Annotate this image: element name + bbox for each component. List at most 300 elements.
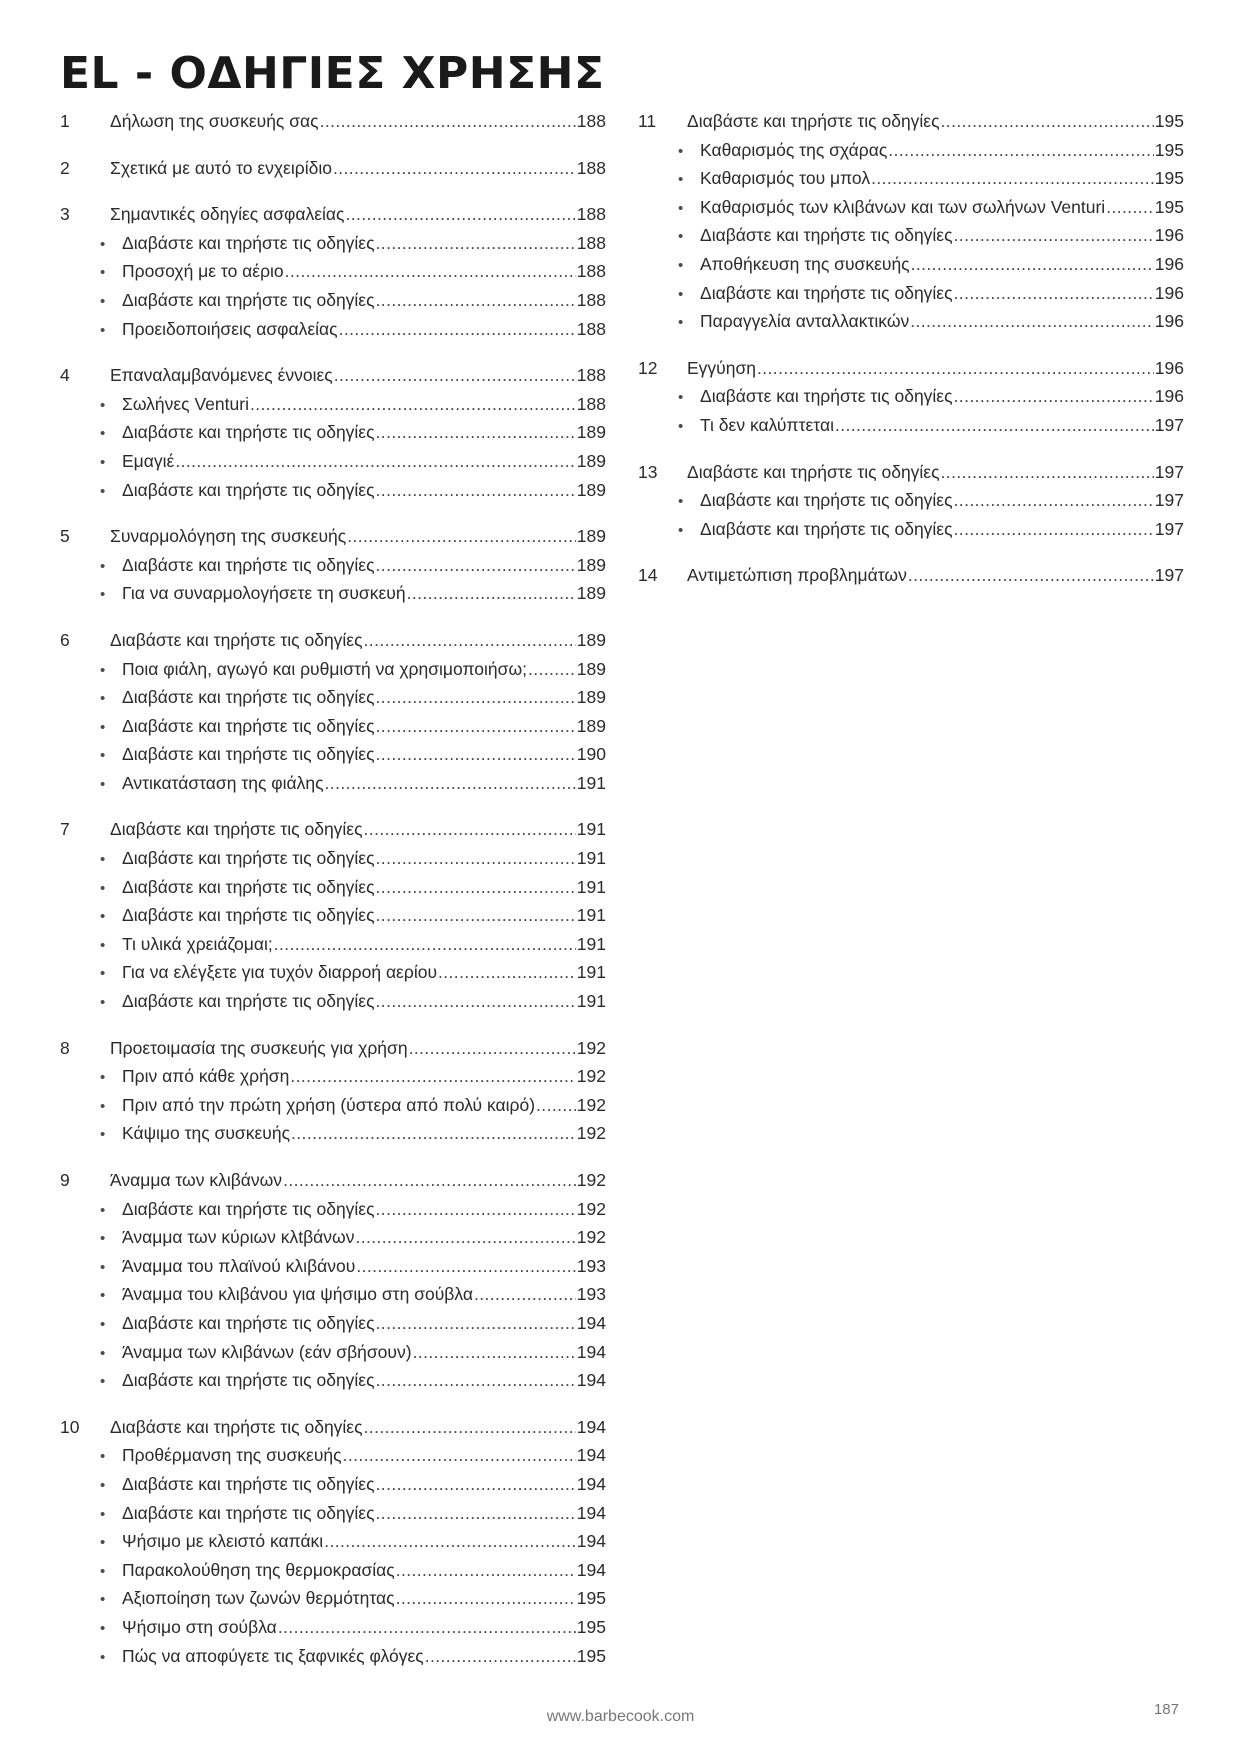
dot-leader [376, 712, 576, 741]
page-ref: 188 [576, 289, 606, 310]
bullet-icon: • [100, 425, 106, 443]
toc-subentry[interactable] [60, 1366, 606, 1395]
dot-leader [376, 418, 576, 447]
section-number: 3 [60, 204, 70, 225]
page-ref: 189 [576, 658, 606, 679]
page-ref: 196 [1154, 311, 1184, 332]
toc-subentry[interactable] [638, 136, 1184, 165]
section-number: 7 [60, 819, 70, 840]
dot-leader [345, 200, 575, 229]
subentry-title: Παρακολούθηση της θερμοκρασίας [122, 1559, 395, 1580]
toc-subentry[interactable] [638, 221, 1184, 250]
dot-leader [364, 815, 576, 844]
page-ref: 188 [576, 393, 606, 414]
toc-subentry[interactable] [60, 1062, 606, 1091]
footer-page-number: 187 [1153, 1701, 1179, 1718]
subentry-title: Εμαγιέ [122, 450, 175, 471]
toc-subentry[interactable] [60, 315, 606, 344]
toc-section [638, 561, 1184, 590]
toc-entry[interactable] [60, 1034, 606, 1063]
subentry-title: Διαβάστε και τηρήστε τις οδηγίες [122, 1502, 375, 1523]
dot-leader [376, 1499, 576, 1528]
section-title: Συναρμολόγηση της συσκευής [110, 526, 347, 547]
dot-leader [536, 1091, 576, 1120]
dot-leader [356, 1252, 575, 1281]
bullet-icon: • [100, 775, 106, 793]
bullet-icon: • [100, 264, 106, 282]
dot-leader [835, 411, 1154, 440]
dot-leader [290, 1062, 575, 1091]
page-ref: 194 [576, 1531, 606, 1552]
subentry-title: Παραγγελία ανταλλακτικών [700, 311, 910, 332]
dot-leader [175, 447, 575, 476]
page-ref: 191 [576, 819, 606, 840]
section-number: 2 [60, 157, 70, 178]
toc-subentry[interactable] [60, 844, 606, 873]
section-number: 11 [638, 111, 657, 131]
bullet-icon: • [678, 389, 684, 407]
bullet-icon: • [100, 1591, 106, 1609]
toc-subentry[interactable] [60, 447, 606, 476]
page-ref: 191 [576, 876, 606, 897]
dot-leader [343, 1441, 576, 1470]
subentry-title: Άναμμα των κλιβάνων (εάν σβήσουν) [122, 1341, 412, 1362]
subentry-title: Διαβάστε και τηρήστε τις οδηγίες [700, 490, 953, 511]
subentry-title: Ψήσιμο με κλειστό καπάκι [122, 1531, 324, 1552]
toc-section [60, 361, 606, 504]
dot-leader [757, 354, 1154, 383]
section-title: Διαβάστε και τηρήστε τις οδηγίες [687, 461, 940, 482]
subentry-title: Καθαρισμός του μπολ [700, 168, 871, 189]
subentry-title: Διαβάστε και τηρήστε τις οδηγίες [122, 479, 375, 500]
subentry-title: Αξιοποίηση των ζωνών θερμότητας [122, 1588, 395, 1609]
toc-subentry[interactable] [638, 307, 1184, 336]
dot-leader [376, 1366, 576, 1395]
subentry-title: Διαβάστε και τηρήστε τις οδηγίες [122, 422, 375, 443]
toc-entry[interactable] [60, 522, 606, 551]
dot-leader [954, 486, 1154, 515]
toc-subentry[interactable] [638, 250, 1184, 279]
footer-url[interactable]: www.barbecook.com [546, 1708, 695, 1725]
page-ref: 191 [576, 962, 606, 983]
toc-subentry[interactable] [60, 1091, 606, 1120]
bullet-icon: • [678, 417, 684, 435]
page-ref: 189 [576, 554, 606, 575]
toc-subentry[interactable] [60, 901, 606, 930]
dot-leader [291, 1119, 576, 1148]
page-ref: 192 [576, 1198, 606, 1219]
page-ref: 195 [1154, 196, 1184, 217]
bullet-icon: • [678, 256, 684, 274]
toc-section [638, 107, 1184, 336]
dot-leader [274, 930, 576, 959]
dot-leader [250, 390, 576, 419]
dot-leader [320, 107, 576, 136]
toc-subentry[interactable] [638, 382, 1184, 411]
page-ref: 196 [1154, 357, 1184, 378]
subentry-title: Καθαρισμός των κλιβάνων και των σωλήνων Venturi [700, 196, 1106, 217]
dot-leader [376, 286, 576, 315]
bullet-icon: • [100, 1448, 106, 1466]
section-title: Δήλωση της συσκευής σας [110, 111, 319, 131]
toc-subentry[interactable] [60, 873, 606, 902]
toc-subentry[interactable] [60, 1441, 606, 1470]
subentry-title: Πώς να αποφύγετε τις ξαφνικές φλόγες [122, 1645, 424, 1666]
toc-subentry[interactable] [60, 1470, 606, 1499]
bullet-icon: • [100, 1230, 106, 1248]
section-title: Εγγύηση [687, 357, 757, 378]
page-ref: 193 [576, 1255, 606, 1276]
dot-leader [364, 1413, 576, 1442]
bullet-icon: • [100, 1648, 106, 1666]
toc-subentry[interactable] [60, 1252, 606, 1281]
toc-entry[interactable] [638, 107, 1184, 136]
bullet-icon: • [100, 1126, 106, 1144]
dot-leader [324, 1527, 576, 1556]
page-ref: 189 [576, 715, 606, 736]
toc-entry[interactable] [60, 154, 606, 183]
dot-leader [425, 1642, 576, 1671]
dot-leader [954, 279, 1154, 308]
page-ref: 189 [576, 422, 606, 443]
dot-leader [941, 107, 1154, 136]
subentry-title: Άναμμα του πλαϊνού κλιβάνου [122, 1255, 356, 1276]
bullet-icon: • [100, 396, 106, 414]
toc-subentry[interactable] [60, 390, 606, 419]
page-ref: 195 [576, 1588, 606, 1609]
page-ref: 188 [576, 157, 606, 178]
dot-leader [438, 958, 576, 987]
section-title: Σχετικά με αυτό το ενχειρίδιο [110, 157, 332, 178]
section-number: 8 [60, 1037, 70, 1058]
page-ref: 189 [576, 479, 606, 500]
subentry-title: Καθαρισμός της σχάρας [700, 139, 888, 160]
page-ref: 189 [576, 583, 606, 604]
subentry-title: Διαβάστε και τηρήστε τις οδηγίες [122, 991, 375, 1012]
section-title: Διαβάστε και τηρήστε τις οδηγίες [110, 1416, 363, 1437]
subentry-title: Διαβάστε και τηρήστε τις οδηγίες [122, 905, 375, 926]
section-number: 1 [60, 111, 70, 131]
bullet-icon: • [100, 879, 106, 897]
subentry-title: Διαβάστε και τηρήστε τις οδηγίες [122, 1312, 375, 1333]
subentry-title: Διαβάστε και τηρήστε τις οδηγίες [122, 1198, 375, 1219]
bullet-icon: • [100, 936, 106, 954]
bullet-icon: • [100, 1097, 106, 1115]
bullet-icon: • [100, 557, 106, 575]
bullet-icon: • [100, 851, 106, 869]
dot-leader [376, 1470, 576, 1499]
section-title: Σημαντικές οδηγίες ασφαλείας [110, 204, 345, 225]
subentry-title: Διαβάστε και τηρήστε τις οδηγίες [700, 518, 953, 539]
bullet-icon: • [100, 1258, 106, 1276]
dot-leader [396, 1584, 576, 1613]
page-ref: 191 [576, 933, 606, 954]
toc-subentry[interactable] [60, 1642, 606, 1671]
dot-leader [376, 683, 576, 712]
page-ref: 193 [576, 1284, 606, 1305]
bullet-icon: • [100, 1476, 106, 1494]
subentry-title: Διαβάστε και τηρήστε τις οδηγίες [122, 744, 375, 765]
dot-leader [871, 164, 1154, 193]
bullet-icon: • [100, 235, 106, 253]
toc-entry[interactable] [638, 458, 1184, 487]
bullet-icon: • [100, 908, 106, 926]
section-title: Προετοιμασία της συσκευής για χρήση [110, 1037, 408, 1058]
page-ref: 195 [1154, 111, 1184, 131]
page-ref: 191 [576, 772, 606, 793]
toc-entry[interactable] [60, 107, 606, 136]
toc-subentry[interactable] [60, 1119, 606, 1148]
dot-leader [911, 250, 1154, 279]
dot-leader [413, 1338, 576, 1367]
page-ref: 188 [576, 318, 606, 339]
page-ref: 192 [576, 1094, 606, 1115]
bullet-icon: • [678, 285, 684, 303]
toc-subentry[interactable] [60, 987, 606, 1016]
dot-leader [376, 740, 576, 769]
subentry-title: Διαβάστε και τηρήστε τις οδηγίες [122, 1370, 375, 1391]
page-ref: 190 [576, 744, 606, 765]
dot-leader [954, 382, 1154, 411]
toc-subentry[interactable] [60, 655, 606, 684]
dot-leader [283, 1166, 576, 1195]
subentry-title: Άναμμα του κλιβάνου για ψήσιμο στη σούβλα [122, 1284, 473, 1305]
toc-entry[interactable] [60, 815, 606, 844]
dot-leader [474, 1280, 576, 1309]
toc-subentry[interactable] [60, 418, 606, 447]
toc-subentry[interactable] [638, 193, 1184, 222]
page-ref: 188 [576, 232, 606, 253]
dot-leader [333, 154, 576, 183]
dot-leader [278, 1613, 576, 1642]
dot-leader [910, 307, 1154, 336]
page-ref: 195 [576, 1645, 606, 1666]
dot-leader [376, 476, 576, 505]
toc-subentry[interactable] [60, 930, 606, 959]
subentry-title: Διαβάστε και τηρήστε τις οδηγίες [122, 848, 375, 869]
dot-leader [376, 551, 576, 580]
page-ref: 194 [576, 1370, 606, 1391]
page-ref: 192 [576, 1227, 606, 1248]
bullet-icon: • [100, 965, 106, 983]
section-title: Διαβάστε και τηρήστε τις οδηγίες [687, 111, 940, 131]
toc-section [60, 815, 606, 1015]
toc-subentry[interactable] [60, 712, 606, 741]
toc-subentry[interactable] [60, 1338, 606, 1367]
page-ref: 189 [576, 629, 606, 650]
page-ref: 196 [1154, 253, 1184, 274]
subentry-title: Προειδοποιήσεις ασφαλείας [122, 318, 338, 339]
toc-subentry[interactable] [60, 1499, 606, 1528]
toc-entry[interactable] [638, 561, 1184, 590]
page-ref: 194 [576, 1312, 606, 1333]
subentry-title: Διαβάστε και τηρήστε τις οδηγίες [700, 282, 953, 303]
page-ref: 189 [576, 526, 606, 547]
section-number: 5 [60, 526, 70, 547]
toc-subentry[interactable] [60, 579, 606, 608]
toc-subentry[interactable] [60, 1613, 606, 1642]
dot-leader [528, 655, 576, 684]
dot-leader [376, 873, 576, 902]
page-ref: 188 [576, 204, 606, 225]
section-title: Διαβάστε και τηρήστε τις οδηγίες [110, 629, 363, 650]
page-ref: 195 [576, 1616, 606, 1637]
toc-subentry[interactable] [638, 515, 1184, 544]
section-number: 12 [638, 357, 658, 378]
page-ref: 197 [1154, 414, 1184, 435]
subentry-title: Τι υλικά χρειάζομαι; [122, 933, 273, 954]
dot-leader [325, 769, 576, 798]
toc-section [60, 107, 606, 136]
page-ref: 192 [576, 1037, 606, 1058]
bullet-icon: • [100, 690, 106, 708]
toc-entry[interactable] [60, 361, 606, 390]
subentry-title: Κάψιμο της συσκευής [122, 1123, 291, 1144]
toc-subentry[interactable] [60, 1223, 606, 1252]
dot-leader [376, 1195, 576, 1224]
dot-leader [285, 257, 576, 286]
dot-leader [376, 844, 576, 873]
toc-subentry[interactable] [60, 286, 606, 315]
dot-leader [355, 1223, 575, 1252]
toc-subentry[interactable] [60, 1527, 606, 1556]
section-title: Διαβάστε και τηρήστε τις οδηγίες [110, 819, 363, 840]
bullet-icon: • [678, 314, 684, 332]
page-ref: 197 [1154, 461, 1184, 482]
dot-leader [364, 626, 576, 655]
subentry-title: Διαβάστε και τηρήστε τις οδηγίες [700, 225, 953, 246]
section-title: Αντιμετώπιση προβλημάτων [687, 565, 907, 586]
bullet-icon: • [678, 228, 684, 246]
toc-entry[interactable] [60, 626, 606, 655]
subentry-title: Προσοχή με το αέριο [122, 261, 284, 282]
subentry-title: Ποια φιάλη, αγωγό και ρυθμιστή να χρησιμοποιήσω; [122, 658, 527, 679]
page-ref: 196 [1154, 386, 1184, 407]
subentry-title: Διαβάστε και τηρήστε τις οδηγίες [122, 554, 375, 575]
dot-leader [396, 1556, 576, 1585]
toc-subentry[interactable] [638, 486, 1184, 515]
section-number: 14 [638, 565, 658, 586]
bullet-icon: • [100, 1619, 106, 1637]
section-number: 9 [60, 1170, 70, 1190]
page-ref: 195 [1154, 168, 1184, 189]
bullet-icon: • [100, 292, 106, 310]
toc-subentry[interactable] [60, 683, 606, 712]
bullet-icon: • [100, 1505, 106, 1523]
page-ref: 194 [576, 1416, 606, 1437]
dot-leader [339, 315, 576, 344]
toc-subentry[interactable] [60, 1309, 606, 1338]
toc-section [60, 1034, 606, 1148]
page-ref: 196 [1154, 225, 1184, 246]
toc-subentry[interactable] [60, 476, 606, 505]
dot-leader [954, 515, 1154, 544]
dot-leader [376, 901, 576, 930]
subentry-title: Αποθήκευση της συσκευής [700, 253, 910, 274]
bullet-icon: • [100, 482, 106, 500]
toc-subentry[interactable] [60, 958, 606, 987]
subentry-title: Τι δεν καλύπτεται [700, 414, 834, 435]
bullet-icon: • [100, 994, 106, 1012]
dot-leader [1106, 193, 1154, 222]
page-ref: 189 [576, 450, 606, 471]
dot-leader [376, 229, 576, 258]
subentry-title: Διαβάστε και τηρήστε τις οδηγίες [700, 386, 953, 407]
toc-entry[interactable] [638, 354, 1184, 383]
toc-section [638, 354, 1184, 440]
toc-subentry[interactable] [60, 1195, 606, 1224]
page-ref: 192 [576, 1123, 606, 1144]
bullet-icon: • [100, 1287, 106, 1305]
toc-subentry[interactable] [60, 740, 606, 769]
bullet-icon: • [100, 1534, 106, 1552]
toc-subentry[interactable] [60, 1556, 606, 1585]
page-ref: 189 [576, 687, 606, 708]
subentry-title: Ψήσιμο στη σούβλα [122, 1616, 277, 1637]
dot-leader [888, 136, 1154, 165]
toc-section [60, 1166, 606, 1395]
dot-leader [941, 458, 1154, 487]
page-ref: 194 [576, 1559, 606, 1580]
toc-subentry[interactable] [60, 229, 606, 258]
subentry-title: Διαβάστε και τηρήστε τις οδηγίες [122, 289, 375, 310]
subentry-title: Πριν από την πρώτη χρήση (ύστερα από πολύ καιρό) [122, 1094, 536, 1115]
subentry-title: Άναμμα των κύριων κλtβάνων [122, 1227, 355, 1248]
section-number: 13 [638, 461, 658, 482]
subentry-title: Διαβάστε και τηρήστε τις οδηγίες [122, 1473, 375, 1494]
subentry-title: Διαβάστε και τηρήστε τις οδηγίες [122, 876, 375, 897]
bullet-icon: • [100, 1201, 106, 1219]
subentry-title: Σωλήνες Venturi [122, 393, 249, 414]
page-title: EL - ΟΔΗΓΙΕΣ ΧΡΗΣΗΣ [60, 48, 605, 99]
toc-section [638, 458, 1184, 544]
toc-column-left [60, 107, 606, 1688]
toc-subentry[interactable] [60, 1584, 606, 1613]
section-number: 6 [60, 629, 70, 650]
dot-leader [376, 1309, 576, 1338]
subentry-title: Διαβάστε και τηρήστε τις οδηγίες [122, 715, 375, 736]
toc-column-right [638, 107, 1184, 608]
toc-entry[interactable] [60, 1413, 606, 1442]
page-ref: 191 [576, 905, 606, 926]
bullet-icon: • [678, 521, 684, 539]
dot-leader [409, 1034, 576, 1063]
toc-subentry[interactable] [60, 257, 606, 286]
dot-leader [376, 987, 576, 1016]
page-ref: 194 [576, 1341, 606, 1362]
page-ref: 188 [576, 261, 606, 282]
page-ref: 194 [576, 1473, 606, 1494]
toc-subentry[interactable] [60, 769, 606, 798]
toc-subentry[interactable] [60, 551, 606, 580]
bullet-icon: • [100, 747, 106, 765]
subentry-title: Διαβάστε και τηρήστε τις οδηγίες [122, 687, 375, 708]
toc-subentry[interactable] [638, 164, 1184, 193]
page-ref: 192 [576, 1170, 606, 1190]
toc-subentry[interactable] [638, 411, 1184, 440]
page-ref: 188 [576, 111, 606, 131]
subentry-title: Για να συναρμολογήσετε τη συσκευή [122, 583, 406, 604]
toc-entry[interactable] [60, 200, 606, 229]
subentry-title: Για να ελέγξετε για τυχόν διαρροή αερίου [122, 962, 438, 983]
bullet-icon: • [678, 199, 684, 217]
bullet-icon: • [100, 586, 106, 604]
toc-section [60, 522, 606, 608]
toc-subentry[interactable] [638, 279, 1184, 308]
toc-subentry[interactable] [60, 1280, 606, 1309]
toc-entry[interactable] [60, 1166, 606, 1195]
page-ref: 194 [576, 1502, 606, 1523]
